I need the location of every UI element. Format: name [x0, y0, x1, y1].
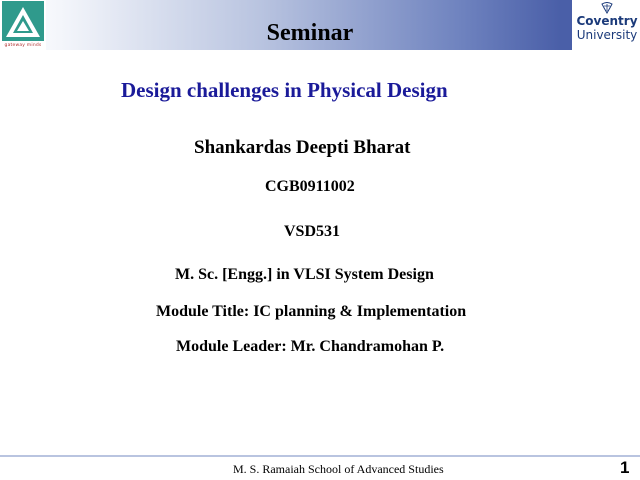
university-name-line2: University — [576, 28, 638, 42]
logo-tagline: gateway minds — [4, 43, 42, 48]
degree-program: M. Sc. [Engg.] in VLSI System Design — [175, 266, 434, 283]
triangle-peak-logo-icon — [2, 1, 44, 41]
page-number: 1 — [620, 458, 630, 477]
coventry-crest-icon — [600, 2, 614, 14]
footer-institution: M. S. Ramaiah School of Advanced Studies — [233, 462, 444, 476]
course-code: VSD531 — [284, 223, 341, 240]
module-leader: Module Leader: Mr. Chandramohan P. — [176, 338, 445, 355]
institution-logo — [0, 0, 46, 50]
university-logo — [572, 0, 640, 50]
module-title: Module Title: IC planning & Implementation — [156, 303, 467, 320]
author-name: Shankardas Deepti Bharat — [194, 137, 411, 158]
presentation-subtitle: Design challenges in Physical Design — [121, 78, 448, 102]
university-name-line1: Coventry — [576, 14, 638, 28]
slide-header-title: Seminar — [266, 20, 354, 46]
registration-number: CGB0911002 — [265, 178, 355, 195]
footer-divider — [0, 455, 640, 457]
